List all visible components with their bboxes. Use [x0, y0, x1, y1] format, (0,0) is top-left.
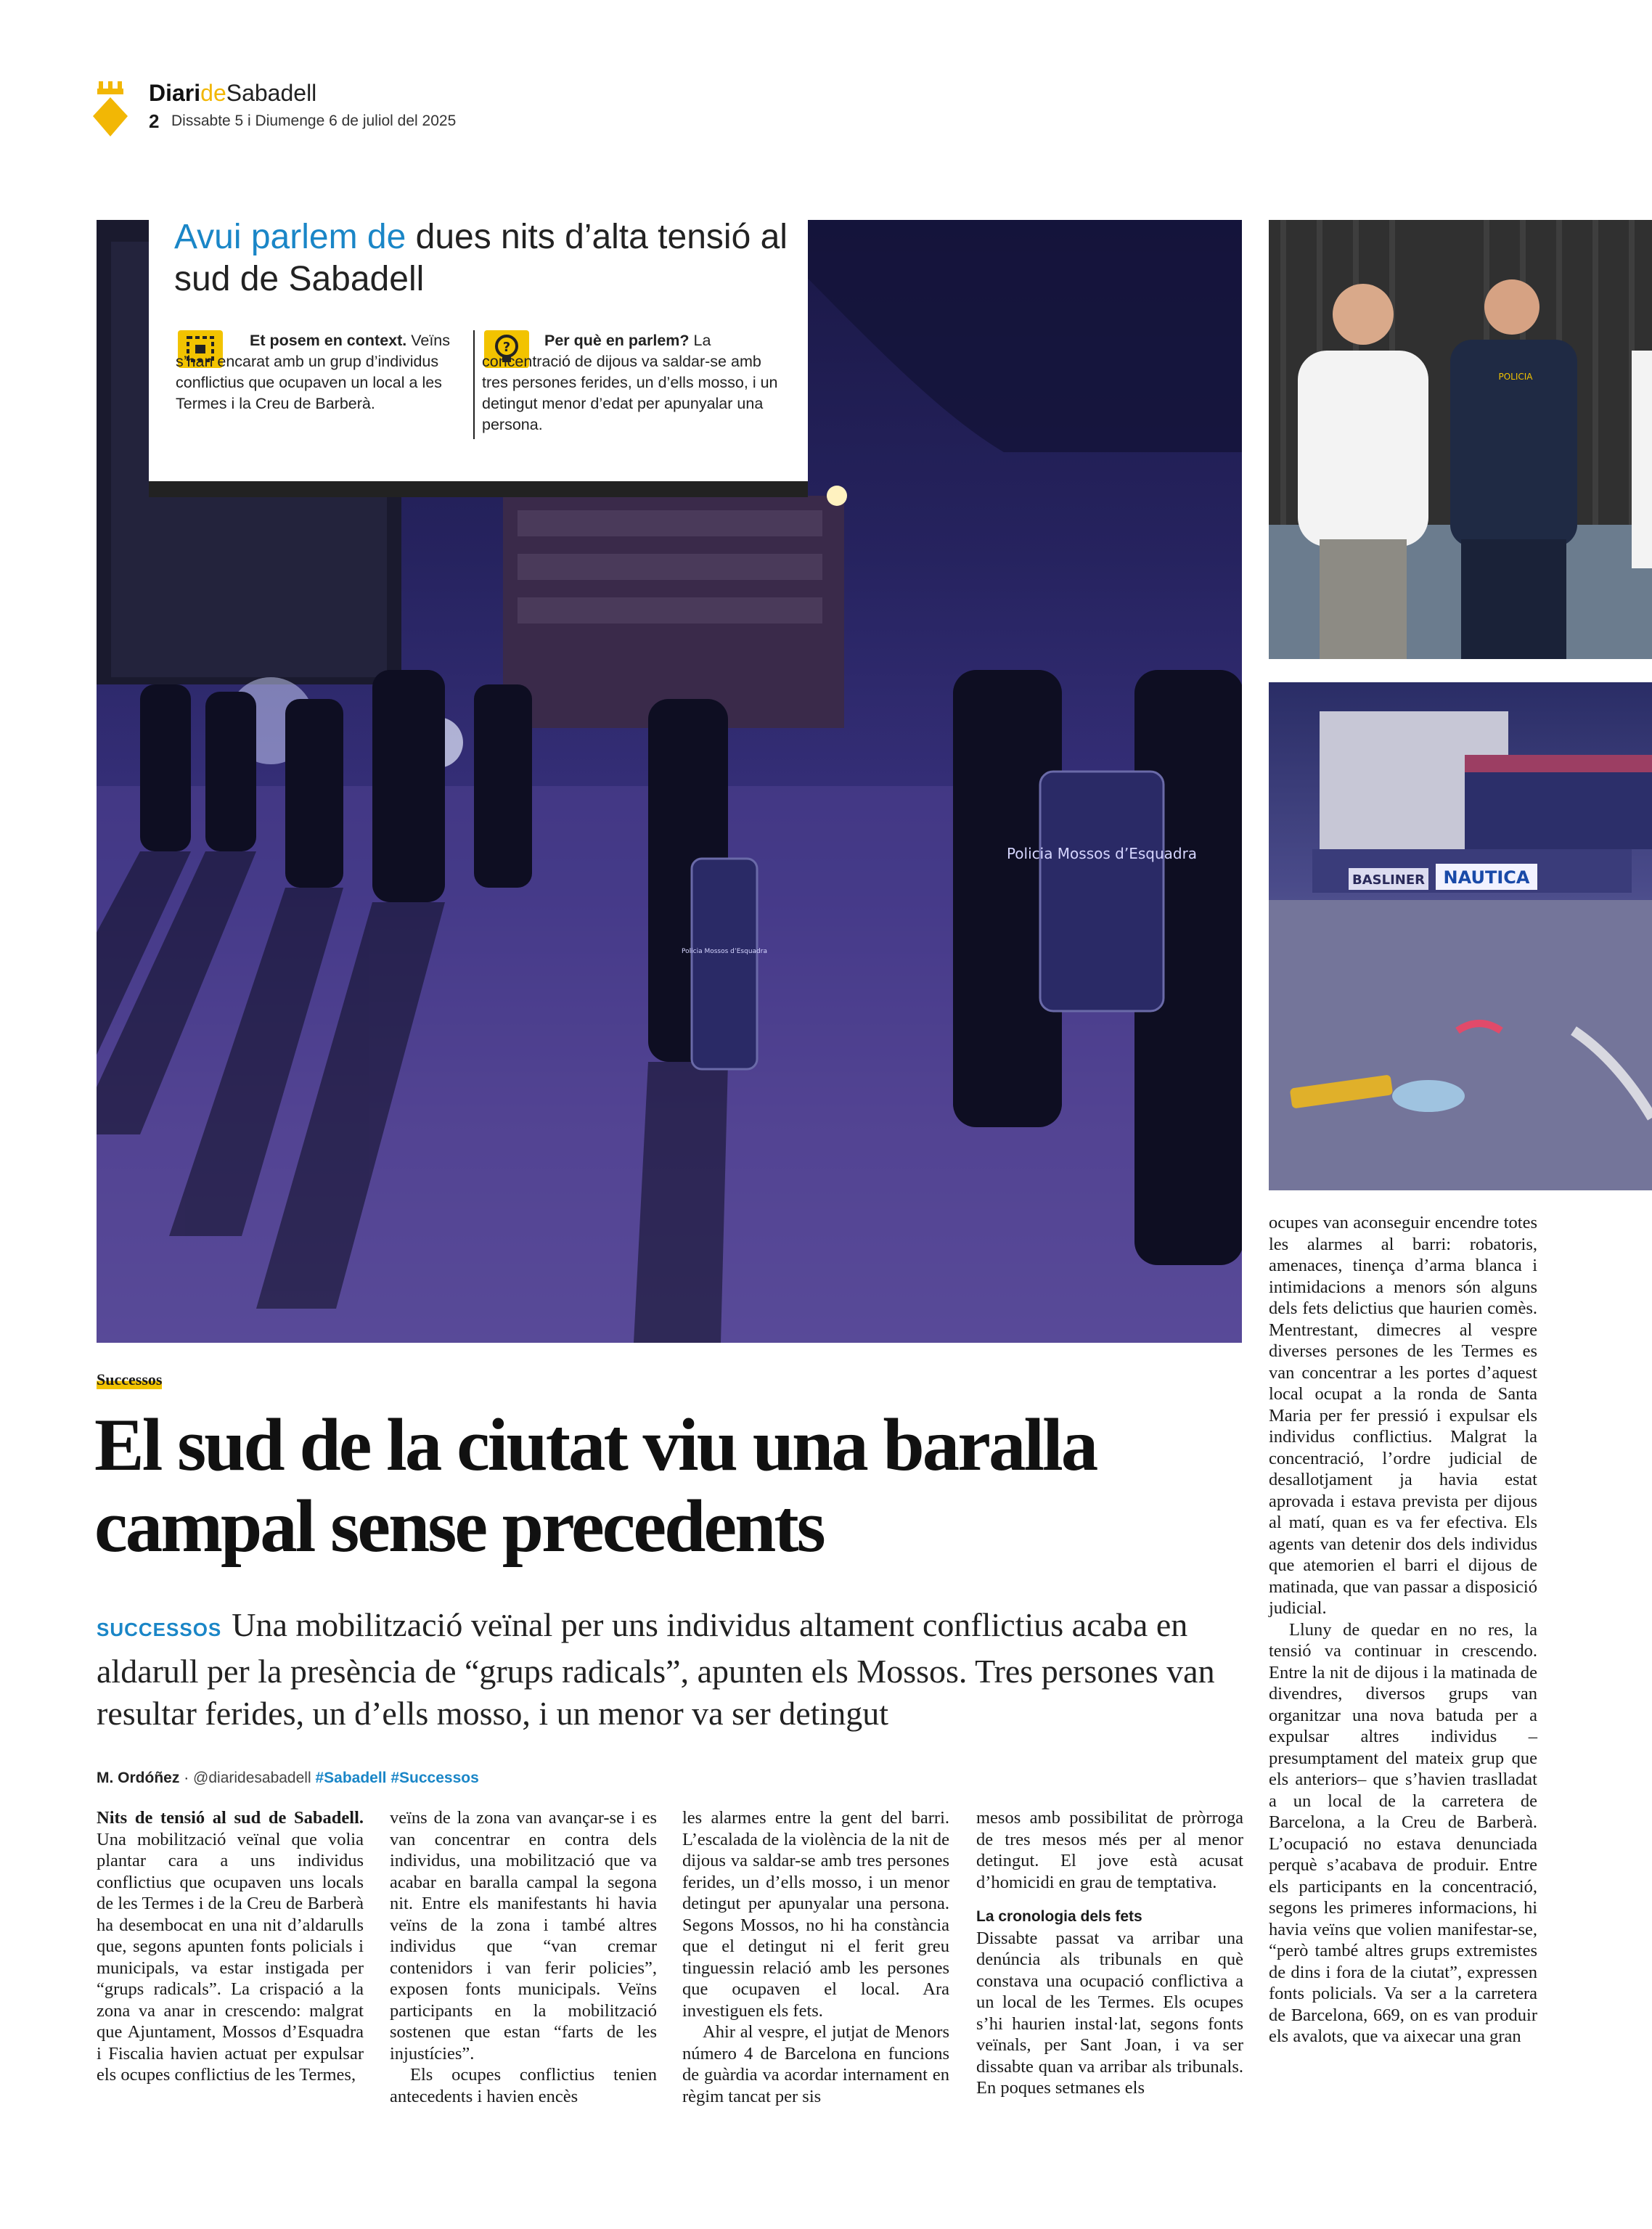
- shield-label-2: Policia Mossos d’Esquadra: [682, 948, 767, 955]
- article-deck: SUCCESSOS Una mobilització veïnal per uns individus altament conflictius acaba en aldarull per la presència de “grups radicals”, apunten els Mossos. Tres persones van resultar ferides, un d’ells mosso, i un menor va ser detingut: [97, 1606, 1215, 1732]
- context-title: Avui parlem de dues nits d’alta tensió al sud de Sabadell: [174, 218, 788, 298]
- diari-de-sabadell-logo-icon: [93, 81, 128, 136]
- body-column-4: mesos amb possibilitat de pròrroga de tres mesos més per al menor detingut. El jove està acusat d’homicidi en grau de temptativa. La cronologia dels fets Dissabte passat va arribar una denúncia als tribunals en què constava una ocupació conflictiva a un local de les Termes. Els ocupes s’hi haurien instal·lat, segons fonts veïnals, per Sant Joan, i va ser dissabte quan va arribar als tribunals. En poques setmanes els: [976, 1808, 1243, 2098]
- section-tag: SUCCESSOS: [97, 1619, 222, 1640]
- storefront-sign-2: NAUTICA: [1443, 867, 1530, 888]
- context-left-text: Et posem en context. Veïns s’han encarat amb un grup d’individus conflictius que ocupaven un local a les Termes i la Creu de Barberà.: [176, 332, 451, 412]
- body-column-1: Nits de tensió al sud de Sabadell. Una mobilització veïnal que volia plantar cara a uns individus conflictius que ocupaven uns locals de les Termes i de la Creu de Barberà ha desembocat en una nit d’aldarulls que, segons apunten fonts policials i municipals, va estar instigada per “grups radicals”. La crispació a la zona va anar in crescendo: malgrat que Ajuntament, Mossos d’Esquadra i Fiscalia havien actuat per expulsar els ocupes conflictius de les Termes,: [97, 1808, 364, 2085]
- context-right-text: Per què en parlem? La concentració de dijous va saldar-se amb tres persones ferides, un d’ells mosso, i un detingut menor d’edat per apunyalar una persona.: [482, 332, 778, 433]
- page-number: 2: [149, 110, 160, 132]
- article-byline: M. Ordóñez · @diaridesabadell #Sabadell #Successos: [97, 1770, 479, 1786]
- subheading-chronology: La cronologia dels fets: [976, 1908, 1142, 1925]
- issue-date: Dissabte 5 i Diumenge 6 de juliol del 2025: [171, 113, 457, 129]
- badge-label: POLICIA: [1498, 372, 1533, 382]
- hashtags[interactable]: #Sabadell #Successos: [315, 1770, 479, 1786]
- article-headline: El sud de la ciutat viu una baralla campal sense precedents: [94, 1404, 1097, 1568]
- svg-text:?: ?: [502, 340, 511, 355]
- photo-officials-portrait: [1269, 220, 1652, 659]
- article-kicker: Successos: [97, 1370, 163, 1388]
- body-column-5: ocupes van aconseguir encendre totes les alarmes al barri: robatoris, amenaces, tinença d’arma blanca i intimidacions a menors són alguns dels fets delictius que haurien comès. Mentrestant, dimecres al vespre diverses persones de les Termes es van concentrar a les portes d’aquest local ocupat a la ronda de Santa Maria per fer pressió i expulsar els individus conflictius. Malgrat la concentració, l’ordre judicial de desallotjament ja havia estat aprovada i estava prevista per dijous al matí, quan es va fer efectiva. Els agents van detenir dos dels individus que atemorien el barri el dijous de matinada, que van passar a disposició judicial. Lluny de quedar en no res, la tensió va continuar in crescendo. Entre la nit de dijous i la matinada de divendres, diversos grups van organitzar una nova batuda per a expulsar altres individus –presumptament del mateix grup que els anteriors– que s’havien traslladat a un local de la carretera de Barcelona, a la Creu de Barberà. L’ocupació no estava denunciada perquè s’acabava de produir. Entre els participants en la concentració, segons les primeres informacions, hi havia veïns que volien manifestar-se, “però també altres grups extremistes de dins i fora de la ciutat”, expressen fonts policials. Va ser a la carretera de Barcelona, 669, on es van produir els avalots, que va aixecar una gran: [1269, 1213, 1537, 2046]
- body-column-3: les alarmes entre la gent del barri. L’escalada de la violència de la nit de dijous va saldar-se amb tres persones ferides, un d’ells mosso, i un menor detingut per apunyalar una persona. Segons Mossos, no hi ha constància que el detingut ni el ferit greu tinguessin relació amb les persones que ocupaven el local. Ara investiguen els fets. Ahir al vespre, el jutjat de Menors número 4 de Barcelona en funcions de guàrdia va acordar internament en règim tancat per sis: [682, 1808, 949, 2106]
- masthead-brand: DiarideSabadell: [149, 80, 317, 106]
- author-name: M. Ordóñez: [97, 1770, 180, 1786]
- shield-label-1: Policia Mossos d’Esquadra: [1006, 845, 1198, 862]
- body-column-2: veïns de la zona van avançar-se i es van concentrar en contra dels individus, una mobilització que va acabar en baralla campal la segona nit. Entre els manifestants hi havia veïns de la zona i també altres individus que “van cremar contenidors i van ferir policies”, exposen fonts municipals. Veïns participants en la mobilització sostenen que estan “farts de les injustícies”. Els ocupes conflictius tenien antecedents i havien encès: [390, 1808, 657, 2106]
- context-divider: [473, 330, 475, 439]
- storefront-sign-1: BASLINER: [1352, 872, 1426, 888]
- social-handle[interactable]: @diaridesabadell: [193, 1770, 311, 1786]
- photo-street-aftermath: [1269, 682, 1652, 1190]
